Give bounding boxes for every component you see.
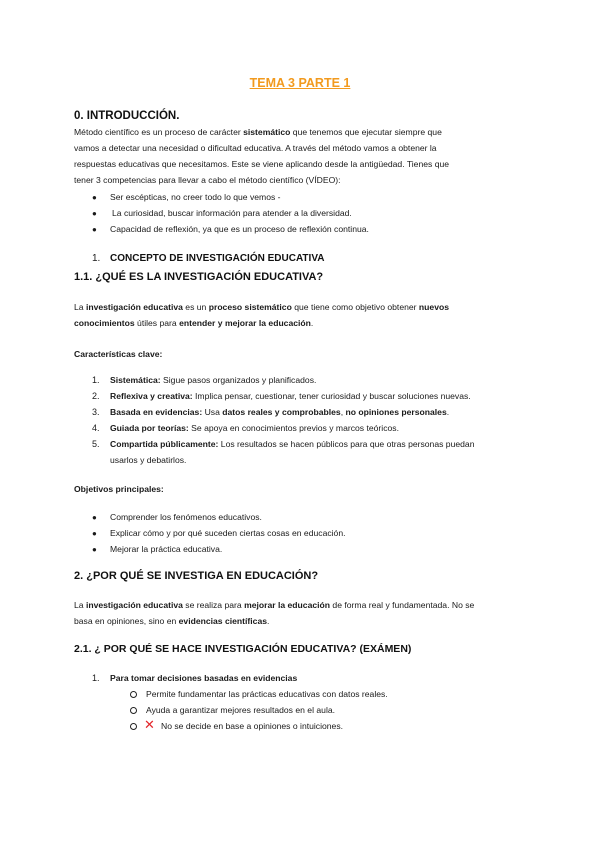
list-number: 1.: [92, 375, 100, 385]
section2-heading: 2. ¿POR QUÉ SE INVESTIGA EN EDUCACIÓN?: [74, 570, 319, 582]
intro-bullet-1: Ser escépticas, no creer todo lo que vemos -: [110, 192, 281, 202]
definition-line-1: La investigación educativa es un proceso sistemático que tiene como objetivo obtener nuevos: [74, 302, 450, 312]
section2-subheading: 2.1. ¿ POR QUÉ SE HACE INVESTIGACIÓN EDUCATIVA? (EXÁMEN): [74, 643, 412, 655]
characteristic-1: Sistemática: Sigue pasos organizados y planificados.: [110, 375, 317, 385]
characteristic-2: Reflexiva y creativa: Implica pensar, cuestionar, tener curiosidad y buscar soluciones nuevas.: [110, 391, 471, 401]
intro-line-3: respuestas educativas que necesitamos. Este se viene aplicando desde la antigüedad. Tienes que: [74, 159, 450, 169]
bullet-icon: ●: [92, 209, 97, 218]
circle-bullet-icon: [130, 707, 137, 714]
list-number: 2.: [92, 391, 100, 401]
bullet-icon: ●: [92, 545, 97, 554]
list-number: 1.: [92, 673, 100, 683]
definition-line-2: conocimientos útiles para entender y mejorar la educación.: [74, 318, 314, 328]
list-number: 5.: [92, 439, 100, 449]
section2-line-1: La investigación educativa se realiza para mejorar la educación de forma real y fundamentada. No se: [74, 600, 475, 610]
objective-3: Mejorar la práctica educativa.: [110, 544, 223, 554]
list-number: 4.: [92, 423, 100, 433]
intro-line-2: vamos a detectar una necesidad o dificultad educativa. A través del método vamos a obtener la: [74, 143, 437, 153]
section1-heading: CONCEPTO DE INVESTIGACIÓN EDUCATIVA: [110, 253, 325, 264]
section1-subheading: 1.1. ¿QUÉ ES LA INVESTIGACIÓN EDUCATIVA?: [74, 271, 324, 283]
objective-1: Comprender los fenómenos educativos.: [110, 512, 262, 522]
characteristics-label: Características clave:: [74, 349, 163, 359]
circle-bullet-icon: [130, 723, 137, 730]
characteristic-5-continued: usarlos y debatirlos.: [110, 455, 187, 465]
list-number: 3.: [92, 407, 100, 417]
section1-number: 1.: [92, 253, 101, 264]
red-cross-icon: ✕: [144, 717, 155, 732]
characteristic-5: Compartida públicamente: Los resultados se hacen públicos para que otras personas puedan: [110, 439, 475, 449]
intro-heading: 0. INTRODUCCIÓN.: [74, 110, 180, 122]
section2-line-2: basa en opiniones, sino en evidencias científicas.: [74, 616, 270, 626]
intro-bullet-2: La curiosidad, buscar información para atender a la diversidad.: [112, 208, 352, 218]
bullet-icon: ●: [92, 529, 97, 538]
bullet-icon: ●: [92, 193, 97, 202]
circle-bullet-icon: [130, 691, 137, 698]
bullet-icon: ●: [92, 225, 97, 234]
characteristic-4: Guiada por teorías: Se apoya en conocimientos previos y marcos teóricos.: [110, 423, 399, 433]
intro-bullet-3: Capacidad de reflexión, ya que es un proceso de reflexión continua.: [110, 224, 369, 234]
bullet-icon: ●: [92, 513, 97, 522]
intro-line-1: Método científico es un proceso de carácter sistemático que tenemos que ejecutar siempre que: [74, 127, 442, 137]
page-title: TEMA 3 PARTE 1: [249, 76, 351, 90]
reason-1-subitem-1: Permite fundamentar las prácticas educativas con datos reales.: [146, 689, 388, 699]
objectives-label: Objetivos principales:: [74, 484, 164, 494]
intro-line-4: tener 3 competencias para llevar a cabo el método científico (VÍDEO):: [74, 175, 341, 185]
characteristic-3: Basada en evidencias: Usa datos reales y comprobables, no opiniones personales.: [110, 407, 450, 417]
reason-1-title: Para tomar decisiones basadas en evidencias: [110, 673, 298, 683]
reason-1-subitem-2: Ayuda a garantizar mejores resultados en el aula.: [146, 705, 336, 715]
reason-1-subitem-3: No se decide en base a opiniones o intuiciones.: [161, 721, 344, 731]
objective-2: Explicar cómo y por qué suceden ciertas cosas en educación.: [110, 528, 346, 538]
